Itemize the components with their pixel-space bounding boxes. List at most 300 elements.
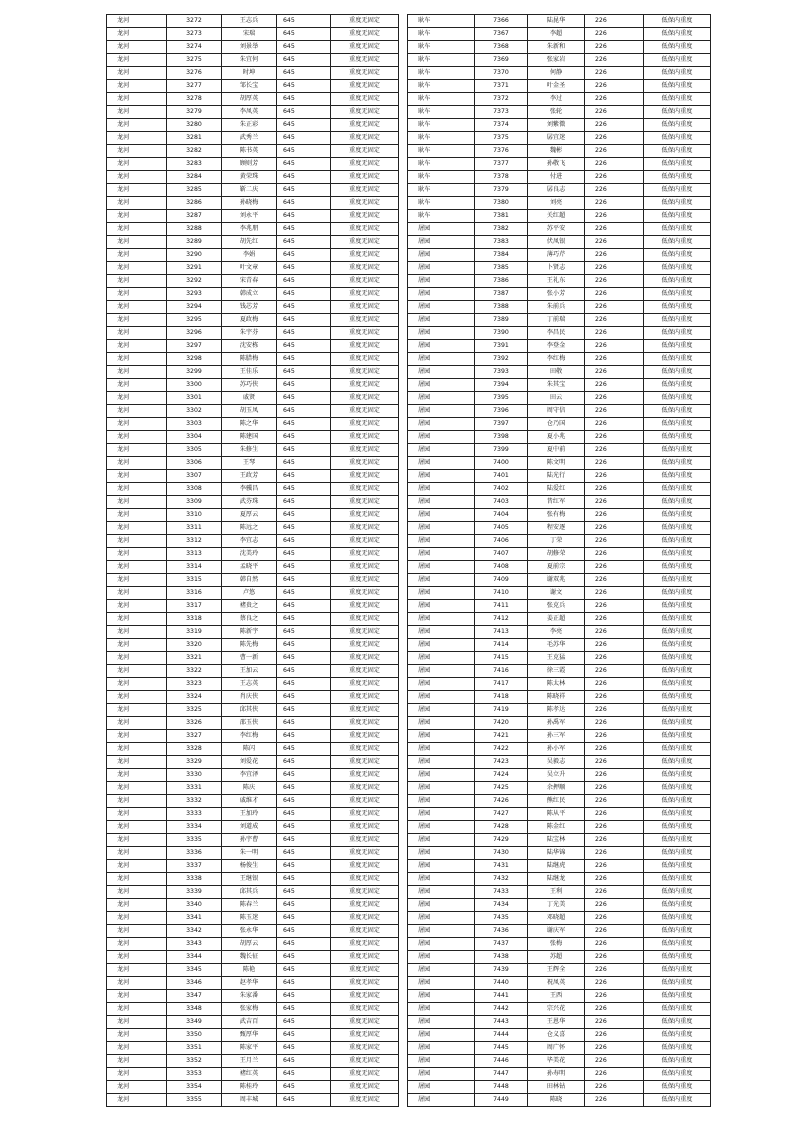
- table-row: [408, 1029, 711, 1042]
- name-cell: 胡先红: [222, 236, 277, 249]
- town-cell: 龙河: [107, 405, 167, 418]
- category-cell: 低保内重度: [644, 834, 711, 847]
- name-cell: 李亮: [528, 626, 585, 639]
- number-cell: 7438: [475, 951, 528, 964]
- number-cell: 7392: [475, 353, 528, 366]
- table-row: [107, 353, 399, 366]
- name-cell: 夏前宗: [528, 561, 585, 574]
- number-cell: 3336: [167, 847, 222, 860]
- number-cell: 3354: [167, 1081, 222, 1094]
- category-cell: 重度无固定: [331, 249, 399, 262]
- name-cell: 戚维才: [222, 795, 277, 808]
- number-cell: 7378: [475, 171, 528, 184]
- number-cell: 3297: [167, 340, 222, 353]
- town-cell: 屠园: [408, 236, 475, 249]
- table-row: [408, 535, 711, 548]
- amount-cell: 645: [277, 496, 331, 509]
- name-cell: 薄巧芹: [528, 249, 585, 262]
- category-cell: 重度无固定: [331, 600, 399, 613]
- category-cell: 重度无固定: [331, 756, 399, 769]
- name-cell: 陈远之: [222, 522, 277, 535]
- table-row: [107, 977, 399, 990]
- amount-cell: 645: [277, 301, 331, 314]
- amount-cell: 645: [277, 756, 331, 769]
- town-cell: 耿车: [408, 15, 475, 28]
- category-cell: 重度无固定: [331, 470, 399, 483]
- name-cell: 陈从平: [528, 808, 585, 821]
- table-row: [107, 600, 399, 613]
- amount-cell: 226: [585, 80, 644, 93]
- category-cell: 重度无固定: [331, 93, 399, 106]
- category-cell: 低保内重度: [644, 236, 711, 249]
- category-cell: 低保内重度: [644, 678, 711, 691]
- name-cell: 周广怀: [528, 1042, 585, 1055]
- category-cell: 低保内重度: [644, 80, 711, 93]
- number-cell: 7369: [475, 54, 528, 67]
- town-cell: 屠园: [408, 860, 475, 873]
- number-cell: 7437: [475, 938, 528, 951]
- town-cell: 龙河: [107, 678, 167, 691]
- name-cell: 吴立升: [528, 769, 585, 782]
- category-cell: 低保内重度: [644, 496, 711, 509]
- amount-cell: 645: [277, 327, 331, 340]
- number-cell: 7413: [475, 626, 528, 639]
- table-row: [107, 54, 399, 67]
- number-cell: 3298: [167, 353, 222, 366]
- name-cell: 叶文章: [222, 262, 277, 275]
- category-cell: 低保内重度: [644, 665, 711, 678]
- amount-cell: 226: [585, 782, 644, 795]
- category-cell: 重度无固定: [331, 184, 399, 197]
- number-cell: 3286: [167, 197, 222, 210]
- town-cell: 龙河: [107, 54, 167, 67]
- category-cell: 低保内重度: [644, 1055, 711, 1068]
- number-cell: 3276: [167, 67, 222, 80]
- amount-cell: 226: [585, 821, 644, 834]
- town-cell: 龙河: [107, 548, 167, 561]
- category-cell: 低保内重度: [644, 15, 711, 28]
- name-cell: 张有梅: [528, 509, 585, 522]
- category-cell: 重度无固定: [331, 223, 399, 236]
- town-cell: 屠园: [408, 1068, 475, 1081]
- number-cell: 3350: [167, 1029, 222, 1042]
- number-cell: 7409: [475, 574, 528, 587]
- number-cell: 7396: [475, 405, 528, 418]
- table-row: [408, 665, 711, 678]
- number-cell: 3323: [167, 678, 222, 691]
- category-cell: 重度无固定: [331, 717, 399, 730]
- name-cell: 钱芯芳: [222, 301, 277, 314]
- table-row: [408, 366, 711, 379]
- town-cell: 耿车: [408, 67, 475, 80]
- town-cell: 屠园: [408, 925, 475, 938]
- number-cell: 3324: [167, 691, 222, 704]
- town-cell: 龙河: [107, 613, 167, 626]
- name-cell: 朱一明: [222, 847, 277, 860]
- table-row: [107, 1042, 399, 1055]
- amount-cell: 645: [277, 314, 331, 327]
- category-cell: 低保内重度: [644, 535, 711, 548]
- name-cell: 胡厚云: [222, 938, 277, 951]
- table-row: [408, 886, 711, 899]
- town-cell: 屠园: [408, 600, 475, 613]
- category-cell: 低保内重度: [644, 613, 711, 626]
- amount-cell: 226: [585, 15, 644, 28]
- amount-cell: 645: [277, 67, 331, 80]
- amount-cell: 226: [585, 93, 644, 106]
- town-cell: 耿车: [408, 80, 475, 93]
- name-cell: 李骥昌: [222, 483, 277, 496]
- name-cell: 李红梅: [222, 730, 277, 743]
- table-row: [408, 626, 711, 639]
- name-cell: 宗兴花: [528, 1003, 585, 1016]
- category-cell: 重度无固定: [331, 119, 399, 132]
- town-cell: 龙河: [107, 769, 167, 782]
- name-cell: 陈建国: [222, 431, 277, 444]
- category-cell: 重度无固定: [331, 535, 399, 548]
- table-row: [408, 574, 711, 587]
- number-cell: 3308: [167, 483, 222, 496]
- amount-cell: 226: [585, 743, 644, 756]
- number-cell: 7417: [475, 678, 528, 691]
- town-cell: 耿车: [408, 41, 475, 54]
- town-cell: 龙河: [107, 704, 167, 717]
- table-row: [107, 392, 399, 405]
- town-cell: 耿车: [408, 93, 475, 106]
- amount-cell: 226: [585, 444, 644, 457]
- number-cell: 3309: [167, 496, 222, 509]
- amount-cell: 645: [277, 249, 331, 262]
- number-cell: 7403: [475, 496, 528, 509]
- amount-cell: 226: [585, 262, 644, 275]
- number-cell: 7422: [475, 743, 528, 756]
- number-cell: 3338: [167, 873, 222, 886]
- table-row: [408, 145, 711, 158]
- name-cell: 吴毅志: [528, 756, 585, 769]
- town-cell: 屠园: [408, 1055, 475, 1068]
- amount-cell: 645: [277, 574, 331, 587]
- amount-cell: 226: [585, 275, 644, 288]
- table-row: [107, 223, 399, 236]
- name-cell: 卜贤志: [528, 262, 585, 275]
- number-cell: 7381: [475, 210, 528, 223]
- name-cell: 陈文明: [528, 457, 585, 470]
- number-cell: 3312: [167, 535, 222, 548]
- name-cell: 伏凤银: [528, 236, 585, 249]
- table-row: [408, 301, 711, 314]
- amount-cell: 645: [277, 444, 331, 457]
- number-cell: 3351: [167, 1042, 222, 1055]
- table-row: [408, 106, 711, 119]
- category-cell: 低保内重度: [644, 899, 711, 912]
- amount-cell: 645: [277, 899, 331, 912]
- number-cell: 3301: [167, 392, 222, 405]
- town-cell: 龙河: [107, 353, 167, 366]
- town-cell: 屠园: [408, 483, 475, 496]
- table-row: [408, 314, 711, 327]
- number-cell: 3347: [167, 990, 222, 1003]
- category-cell: 重度无固定: [331, 977, 399, 990]
- category-cell: 低保内重度: [644, 886, 711, 899]
- town-cell: 龙河: [107, 145, 167, 158]
- number-cell: 7393: [475, 366, 528, 379]
- number-cell: 3315: [167, 574, 222, 587]
- name-cell: 谢文: [528, 587, 585, 600]
- category-cell: 重度无固定: [331, 379, 399, 392]
- table-row: [107, 236, 399, 249]
- name-cell: 孙三军: [528, 730, 585, 743]
- name-cell: 蔡良之: [222, 613, 277, 626]
- table-row: [408, 67, 711, 80]
- number-cell: 3302: [167, 405, 222, 418]
- category-cell: 重度无固定: [331, 665, 399, 678]
- name-cell: 孙晓梅: [222, 197, 277, 210]
- category-cell: 低保内重度: [644, 262, 711, 275]
- table-row: [107, 795, 399, 808]
- category-cell: 低保内重度: [644, 951, 711, 964]
- name-cell: 余押顺: [528, 782, 585, 795]
- table-row: [408, 899, 711, 912]
- category-cell: 重度无固定: [331, 275, 399, 288]
- amount-cell: 226: [585, 171, 644, 184]
- table-row: [408, 184, 711, 197]
- name-cell: 丁荣: [528, 535, 585, 548]
- table-row: [408, 223, 711, 236]
- table-row: [408, 873, 711, 886]
- number-cell: 3316: [167, 587, 222, 600]
- number-cell: 3310: [167, 509, 222, 522]
- town-cell: 屠园: [408, 626, 475, 639]
- table-row: [107, 145, 399, 158]
- number-cell: 7446: [475, 1055, 528, 1068]
- table-row: [107, 639, 399, 652]
- table-row: [408, 730, 711, 743]
- table-row: [107, 366, 399, 379]
- town-cell: 屠园: [408, 405, 475, 418]
- number-cell: 3332: [167, 795, 222, 808]
- category-cell: 重度无固定: [331, 405, 399, 418]
- town-cell: 龙河: [107, 1016, 167, 1029]
- category-cell: 低保内重度: [644, 548, 711, 561]
- amount-cell: 226: [585, 860, 644, 873]
- name-cell: 曹一新: [222, 652, 277, 665]
- name-cell: 韩自然: [222, 574, 277, 587]
- amount-cell: 645: [277, 54, 331, 67]
- town-cell: 屠园: [408, 782, 475, 795]
- table-row: [107, 964, 399, 977]
- name-cell: 陈之华: [222, 418, 277, 431]
- number-cell: 7389: [475, 314, 528, 327]
- number-cell: 7449: [475, 1094, 528, 1107]
- table-row: [107, 730, 399, 743]
- category-cell: 重度无固定: [331, 652, 399, 665]
- town-cell: 耿车: [408, 171, 475, 184]
- table-row: [408, 158, 711, 171]
- table-row: [408, 262, 711, 275]
- number-cell: 7383: [475, 236, 528, 249]
- town-cell: 耿车: [408, 119, 475, 132]
- town-cell: 屠园: [408, 964, 475, 977]
- table-row: [107, 67, 399, 80]
- amount-cell: 645: [277, 41, 331, 54]
- number-cell: 3274: [167, 41, 222, 54]
- town-cell: 龙河: [107, 938, 167, 951]
- amount-cell: 645: [277, 808, 331, 821]
- category-cell: 重度无固定: [331, 1094, 399, 1107]
- amount-cell: 645: [277, 1029, 331, 1042]
- number-cell: 7395: [475, 392, 528, 405]
- table-row: [107, 301, 399, 314]
- name-cell: 李过: [528, 93, 585, 106]
- number-cell: 7442: [475, 1003, 528, 1016]
- amount-cell: 645: [277, 119, 331, 132]
- table-row: [408, 587, 711, 600]
- number-cell: 3294: [167, 301, 222, 314]
- number-cell: 3328: [167, 743, 222, 756]
- table-row: [408, 717, 711, 730]
- name-cell: 何静: [528, 67, 585, 80]
- amount-cell: 645: [277, 860, 331, 873]
- table-row: [408, 977, 711, 990]
- town-cell: 屠园: [408, 639, 475, 652]
- category-cell: 低保内重度: [644, 938, 711, 951]
- table-row: [408, 1068, 711, 1081]
- number-cell: 7377: [475, 158, 528, 171]
- table-row: [408, 1003, 711, 1016]
- name-cell: 朱前兵: [528, 301, 585, 314]
- table-row: [107, 704, 399, 717]
- town-cell: 龙河: [107, 1081, 167, 1094]
- town-cell: 屠园: [408, 288, 475, 301]
- town-cell: 龙河: [107, 912, 167, 925]
- amount-cell: 226: [585, 535, 644, 548]
- table-row: [107, 834, 399, 847]
- category-cell: 重度无固定: [331, 548, 399, 561]
- amount-cell: 226: [585, 769, 644, 782]
- amount-cell: 226: [585, 1068, 644, 1081]
- name-cell: 陈腊梅: [222, 353, 277, 366]
- amount-cell: 226: [585, 613, 644, 626]
- town-cell: 龙河: [107, 197, 167, 210]
- name-cell: 褚贵之: [222, 600, 277, 613]
- amount-cell: 226: [585, 119, 644, 132]
- name-cell: 孙小军: [528, 743, 585, 756]
- table-row: [107, 561, 399, 574]
- category-cell: 低保内重度: [644, 418, 711, 431]
- category-cell: 重度无固定: [331, 288, 399, 301]
- town-cell: 龙河: [107, 158, 167, 171]
- number-cell: 7415: [475, 652, 528, 665]
- amount-cell: 226: [585, 847, 644, 860]
- amount-cell: 226: [585, 1003, 644, 1016]
- name-cell: 孙寿明: [528, 1068, 585, 1081]
- name-cell: 周丰城: [222, 1094, 277, 1107]
- amount-cell: 226: [585, 951, 644, 964]
- number-cell: 3318: [167, 613, 222, 626]
- table-row: [107, 184, 399, 197]
- table-row: [408, 210, 711, 223]
- table-row: [408, 964, 711, 977]
- name-cell: 王辉全: [528, 964, 585, 977]
- name-cell: 孙敬飞: [528, 158, 585, 171]
- amount-cell: 645: [277, 678, 331, 691]
- amount-cell: 226: [585, 561, 644, 574]
- town-cell: 龙河: [107, 899, 167, 912]
- amount-cell: 645: [277, 639, 331, 652]
- category-cell: 重度无固定: [331, 587, 399, 600]
- name-cell: 张轮: [528, 106, 585, 119]
- number-cell: 3346: [167, 977, 222, 990]
- number-cell: 3284: [167, 171, 222, 184]
- number-cell: 3342: [167, 925, 222, 938]
- category-cell: 低保内重度: [644, 964, 711, 977]
- name-cell: 苏超: [528, 951, 585, 964]
- town-cell: 龙河: [107, 743, 167, 756]
- amount-cell: 226: [585, 106, 644, 119]
- amount-cell: 645: [277, 613, 331, 626]
- amount-cell: 645: [277, 1094, 331, 1107]
- category-cell: 重度无固定: [331, 678, 399, 691]
- category-cell: 低保内重度: [644, 301, 711, 314]
- amount-cell: 645: [277, 431, 331, 444]
- number-cell: 7433: [475, 886, 528, 899]
- town-cell: 龙河: [107, 860, 167, 873]
- number-cell: 7406: [475, 535, 528, 548]
- name-cell: 朱新和: [528, 41, 585, 54]
- table-row: [408, 691, 711, 704]
- number-cell: 7368: [475, 41, 528, 54]
- number-cell: 3348: [167, 1003, 222, 1016]
- name-cell: 陈庆: [222, 782, 277, 795]
- name-cell: 武吉百: [222, 1016, 277, 1029]
- table-row: [408, 821, 711, 834]
- category-cell: 重度无固定: [331, 67, 399, 80]
- name-cell: 王加云: [222, 665, 277, 678]
- town-cell: 龙河: [107, 457, 167, 470]
- name-cell: 熊红民: [528, 795, 585, 808]
- number-cell: 7430: [475, 847, 528, 860]
- category-cell: 低保内重度: [644, 1094, 711, 1107]
- category-cell: 低保内重度: [644, 210, 711, 223]
- category-cell: 重度无固定: [331, 522, 399, 535]
- amount-cell: 226: [585, 587, 644, 600]
- name-cell: 李红梅: [528, 353, 585, 366]
- town-cell: 龙河: [107, 496, 167, 509]
- name-cell: 刘亮: [528, 197, 585, 210]
- category-cell: 低保内重度: [644, 977, 711, 990]
- table-row: [107, 938, 399, 951]
- town-cell: 龙河: [107, 665, 167, 678]
- category-cell: 低保内重度: [644, 366, 711, 379]
- table-row: [107, 496, 399, 509]
- table-row: [408, 457, 711, 470]
- category-cell: 低保内重度: [644, 990, 711, 1003]
- category-cell: 重度无固定: [331, 782, 399, 795]
- number-cell: 7439: [475, 964, 528, 977]
- town-cell: 屠园: [408, 717, 475, 730]
- number-cell: 7401: [475, 470, 528, 483]
- category-cell: 重度无固定: [331, 808, 399, 821]
- town-cell: 屠园: [408, 522, 475, 535]
- amount-cell: 226: [585, 184, 644, 197]
- amount-cell: 645: [277, 262, 331, 275]
- category-cell: 低保内重度: [644, 106, 711, 119]
- town-cell: 龙河: [107, 236, 167, 249]
- town-cell: 龙河: [107, 873, 167, 886]
- table-row: [107, 1016, 399, 1029]
- category-cell: 重度无固定: [331, 561, 399, 574]
- amount-cell: 645: [277, 587, 331, 600]
